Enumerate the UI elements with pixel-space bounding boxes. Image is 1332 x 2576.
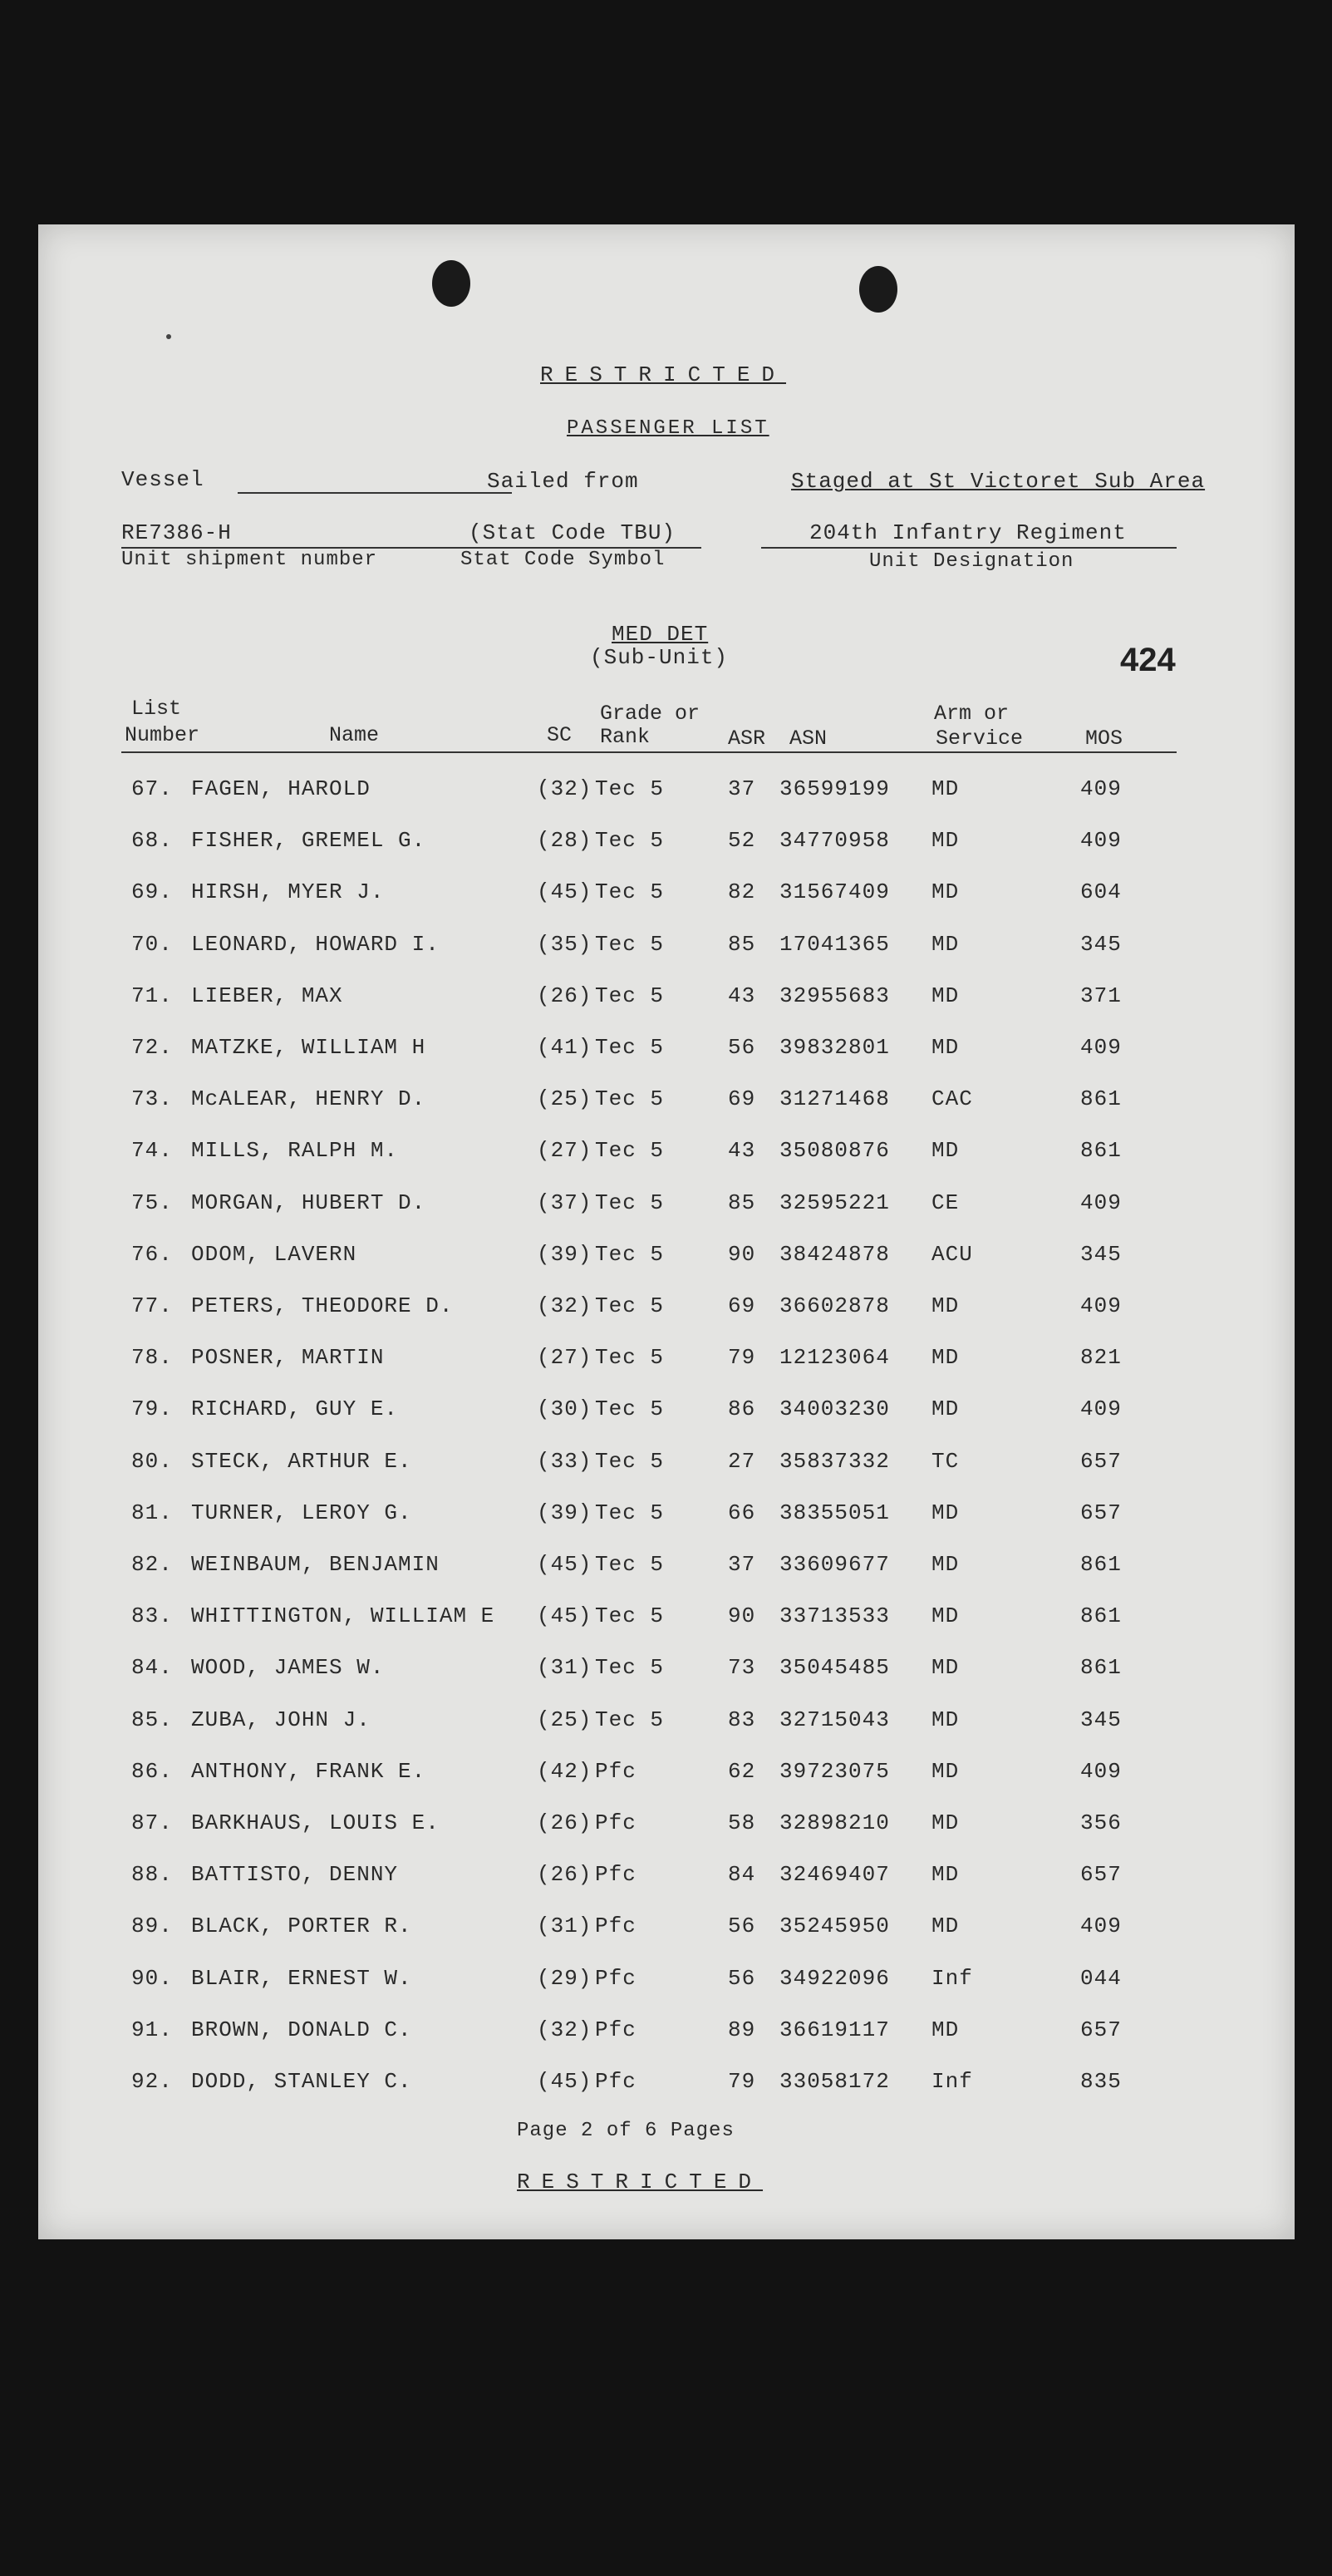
row-asr: 85 bbox=[728, 931, 756, 957]
document-title: PASSENGER LIST bbox=[567, 417, 769, 440]
table-row bbox=[38, 1862, 1295, 1895]
row-grade: Pfc bbox=[595, 1965, 637, 1991]
table-row bbox=[38, 1138, 1295, 1171]
stat-code: (Stat Code TBU) bbox=[469, 520, 676, 545]
row-mos: 409 bbox=[1080, 1914, 1122, 1939]
row-asr: 27 bbox=[728, 1448, 756, 1474]
row-name: WEINBAUM, BENJAMIN bbox=[191, 1552, 440, 1577]
row-asn: 38424878 bbox=[779, 1241, 890, 1267]
row-mos: 821 bbox=[1080, 1345, 1122, 1371]
row-name: BLAIR, ERNEST W. bbox=[191, 1965, 412, 1991]
row-arm: MD bbox=[931, 1500, 960, 1525]
paper-mark bbox=[166, 334, 171, 339]
row-arm: TC bbox=[931, 1448, 960, 1474]
row-mos: 356 bbox=[1080, 1810, 1122, 1835]
row-asr: 58 bbox=[728, 1810, 756, 1835]
row-asr: 89 bbox=[728, 2017, 756, 2042]
row-list-number: 82. bbox=[131, 1552, 173, 1577]
row-asr: 62 bbox=[728, 1758, 756, 1784]
vessel-label: Vessel bbox=[121, 467, 204, 492]
row-asn: 12123064 bbox=[779, 1345, 890, 1371]
row-name: POSNER, MARTIN bbox=[191, 1345, 385, 1371]
row-arm: MD bbox=[931, 1396, 960, 1422]
row-name: PETERS, THEODORE D. bbox=[191, 1293, 454, 1318]
row-asn: 31567409 bbox=[779, 879, 890, 905]
row-asn: 34770958 bbox=[779, 828, 890, 854]
row-arm: MD bbox=[931, 1293, 960, 1318]
row-grade: Tec 5 bbox=[595, 1293, 665, 1318]
punch-hole-right bbox=[859, 266, 897, 313]
row-name: MORGAN, HUBERT D. bbox=[191, 1189, 426, 1215]
row-sc: (37) bbox=[537, 1189, 592, 1215]
row-asr: 69 bbox=[728, 1293, 756, 1318]
row-asn: 36619117 bbox=[779, 2017, 890, 2042]
row-asr: 86 bbox=[728, 1396, 756, 1422]
row-list-number: 70. bbox=[131, 931, 173, 957]
row-asr: 83 bbox=[728, 1707, 756, 1732]
row-arm: MD bbox=[931, 1758, 960, 1784]
table-row bbox=[38, 1086, 1295, 1120]
row-grade: Tec 5 bbox=[595, 931, 665, 957]
row-grade: Tec 5 bbox=[595, 1189, 665, 1215]
row-arm: MD bbox=[931, 983, 960, 1008]
row-asn: 35245950 bbox=[779, 1914, 890, 1939]
row-grade: Tec 5 bbox=[595, 879, 665, 905]
table-row bbox=[38, 1500, 1295, 1534]
col-asr: ASR bbox=[728, 727, 766, 751]
row-arm: Inf bbox=[931, 1965, 973, 1991]
row-arm: MD bbox=[931, 1810, 960, 1835]
row-grade: Pfc bbox=[595, 1810, 637, 1835]
row-sc: (32) bbox=[537, 776, 592, 801]
table-row bbox=[38, 1293, 1295, 1327]
row-arm: MD bbox=[931, 828, 960, 854]
table-row bbox=[38, 1655, 1295, 1688]
row-mos: 861 bbox=[1080, 1603, 1122, 1629]
staged-text: Staged at St Victoret Sub Area bbox=[791, 469, 1206, 494]
row-grade: Tec 5 bbox=[595, 1138, 665, 1164]
table-row bbox=[38, 2017, 1295, 2051]
row-mos: 657 bbox=[1080, 1448, 1122, 1474]
row-asr: 69 bbox=[728, 1086, 756, 1112]
table-row bbox=[38, 932, 1295, 965]
row-arm: MD bbox=[931, 1603, 960, 1629]
row-grade: Pfc bbox=[595, 2017, 637, 2042]
section-title: MED DET bbox=[612, 622, 709, 647]
row-grade: Tec 5 bbox=[595, 1035, 665, 1060]
row-asn: 32595221 bbox=[779, 1189, 890, 1215]
row-mos: 345 bbox=[1080, 1707, 1122, 1732]
row-grade: Pfc bbox=[595, 2069, 637, 2094]
row-list-number: 86. bbox=[131, 1758, 173, 1784]
row-mos: 604 bbox=[1080, 879, 1122, 905]
row-asr: 37 bbox=[728, 776, 756, 801]
row-list-number: 85. bbox=[131, 1707, 173, 1732]
shipment-label: Unit shipment number bbox=[121, 549, 378, 571]
footer-restricted: RESTRICTED bbox=[517, 2170, 764, 2194]
table-row bbox=[38, 1552, 1295, 1585]
row-asr: 52 bbox=[728, 828, 756, 854]
row-grade: Tec 5 bbox=[595, 1655, 665, 1681]
row-sc: (25) bbox=[537, 1707, 592, 1732]
row-asn: 35837332 bbox=[779, 1448, 890, 1474]
row-asr: 79 bbox=[728, 2069, 756, 2094]
unit-designation: 204th Infantry Regiment bbox=[809, 520, 1127, 545]
row-arm: MD bbox=[931, 1138, 960, 1164]
table-row bbox=[38, 1396, 1295, 1430]
row-grade: Tec 5 bbox=[595, 983, 665, 1008]
row-list-number: 76. bbox=[131, 1241, 173, 1267]
row-mos: 861 bbox=[1080, 1138, 1122, 1164]
row-mos: 657 bbox=[1080, 1500, 1122, 1525]
row-asn: 34922096 bbox=[779, 1965, 890, 1991]
row-sc: (45) bbox=[537, 879, 592, 905]
sailed-text: Sailed from bbox=[487, 469, 639, 494]
row-asn: 32898210 bbox=[779, 1810, 890, 1835]
row-name: FISHER, GREMEL G. bbox=[191, 828, 426, 854]
row-arm: CAC bbox=[931, 1086, 973, 1112]
row-grade: Tec 5 bbox=[595, 1086, 665, 1112]
unit-designation-line bbox=[761, 547, 1177, 549]
row-mos: 409 bbox=[1080, 776, 1122, 801]
row-asr: 56 bbox=[728, 1914, 756, 1939]
row-mos: 657 bbox=[1080, 2017, 1122, 2042]
row-arm: MD bbox=[931, 776, 960, 801]
shipment-number: RE7386-H bbox=[121, 520, 232, 545]
row-asn: 32469407 bbox=[779, 1862, 890, 1888]
table-row bbox=[38, 2069, 1295, 2102]
row-grade: Tec 5 bbox=[595, 1500, 665, 1525]
row-name: BARKHAUS, LOUIS E. bbox=[191, 1810, 440, 1835]
row-sc: (42) bbox=[537, 1758, 592, 1784]
row-grade: Pfc bbox=[595, 1758, 637, 1784]
row-asr: 85 bbox=[728, 1189, 756, 1215]
unit-designation-label: Unit Designation bbox=[869, 550, 1074, 573]
row-sc: (27) bbox=[537, 1345, 592, 1371]
row-name: DODD, STANLEY C. bbox=[191, 2069, 412, 2094]
row-list-number: 71. bbox=[131, 983, 173, 1008]
col-grade-1: Grade or bbox=[600, 702, 700, 726]
row-mos: 861 bbox=[1080, 1552, 1122, 1577]
col-asn: ASN bbox=[789, 727, 828, 751]
row-list-number: 72. bbox=[131, 1035, 173, 1060]
row-name: FAGEN, HAROLD bbox=[191, 776, 371, 801]
row-arm: MD bbox=[931, 1345, 960, 1371]
row-list-number: 67. bbox=[131, 776, 173, 801]
row-name: BLACK, PORTER R. bbox=[191, 1914, 412, 1939]
row-grade: Tec 5 bbox=[595, 1345, 665, 1371]
row-asn: 34003230 bbox=[779, 1396, 890, 1422]
row-arm: Inf bbox=[931, 2069, 973, 2094]
row-list-number: 73. bbox=[131, 1086, 173, 1112]
table-row bbox=[38, 983, 1295, 1017]
col-mos: MOS bbox=[1085, 727, 1123, 751]
row-asn: 35045485 bbox=[779, 1655, 890, 1681]
row-list-number: 84. bbox=[131, 1655, 173, 1681]
table-row bbox=[38, 1603, 1295, 1637]
row-sc: (32) bbox=[537, 1293, 592, 1318]
header-restricted: RESTRICTED bbox=[540, 362, 787, 387]
row-name: RICHARD, GUY E. bbox=[191, 1396, 399, 1422]
stat-code-label: Stat Code Symbol bbox=[460, 549, 666, 571]
row-mos: 409 bbox=[1080, 1189, 1122, 1215]
header-underline bbox=[121, 751, 1177, 753]
row-sc: (25) bbox=[537, 1086, 592, 1112]
row-name: MATZKE, WILLIAM H bbox=[191, 1035, 426, 1060]
row-arm: CE bbox=[931, 1189, 960, 1215]
row-name: TURNER, LEROY G. bbox=[191, 1500, 412, 1525]
row-sc: (30) bbox=[537, 1396, 592, 1422]
row-arm: MD bbox=[931, 2017, 960, 2042]
row-asr: 73 bbox=[728, 1655, 756, 1681]
table-row bbox=[38, 1914, 1295, 1947]
row-name: ANTHONY, FRANK E. bbox=[191, 1758, 426, 1784]
row-mos: 044 bbox=[1080, 1965, 1122, 1991]
row-arm: MD bbox=[931, 1552, 960, 1577]
row-asn: 33058172 bbox=[779, 2069, 890, 2094]
row-list-number: 88. bbox=[131, 1862, 173, 1888]
table-row bbox=[38, 1190, 1295, 1224]
row-name: WOOD, JAMES W. bbox=[191, 1655, 385, 1681]
row-asr: 56 bbox=[728, 1035, 756, 1060]
row-asr: 43 bbox=[728, 1138, 756, 1164]
row-asr: 56 bbox=[728, 1965, 756, 1991]
row-list-number: 80. bbox=[131, 1448, 173, 1474]
row-arm: MD bbox=[931, 1035, 960, 1060]
row-list-number: 74. bbox=[131, 1138, 173, 1164]
row-asn: 39723075 bbox=[779, 1758, 890, 1784]
col-arm-2: Service bbox=[936, 727, 1024, 751]
row-arm: MD bbox=[931, 1862, 960, 1888]
col-list-number-2: Number bbox=[125, 723, 200, 747]
row-list-number: 81. bbox=[131, 1500, 173, 1525]
row-asr: 84 bbox=[728, 1862, 756, 1888]
row-mos: 409 bbox=[1080, 1396, 1122, 1422]
row-mos: 409 bbox=[1080, 828, 1122, 854]
row-arm: MD bbox=[931, 931, 960, 957]
row-sc: (31) bbox=[537, 1655, 592, 1681]
table-row bbox=[38, 1966, 1295, 1999]
row-asn: 33609677 bbox=[779, 1552, 890, 1577]
row-grade: Tec 5 bbox=[595, 1241, 665, 1267]
row-name: STECK, ARTHUR E. bbox=[191, 1448, 412, 1474]
row-asr: 90 bbox=[728, 1603, 756, 1629]
row-mos: 345 bbox=[1080, 931, 1122, 957]
row-asr: 82 bbox=[728, 879, 756, 905]
footer-page-number: Page 2 of 6 Pages bbox=[517, 2120, 735, 2142]
row-asr: 66 bbox=[728, 1500, 756, 1525]
row-sc: (28) bbox=[537, 828, 592, 854]
row-name: BROWN, DONALD C. bbox=[191, 2017, 412, 2042]
row-name: LEONARD, HOWARD I. bbox=[191, 931, 440, 957]
row-arm: MD bbox=[931, 879, 960, 905]
row-arm: ACU bbox=[931, 1241, 973, 1267]
row-asr: 79 bbox=[728, 1345, 756, 1371]
row-grade: Tec 5 bbox=[595, 1707, 665, 1732]
table-row bbox=[38, 1759, 1295, 1792]
row-sc: (41) bbox=[537, 1035, 592, 1060]
page-stamp-number: 424 bbox=[1120, 642, 1176, 678]
row-asr: 43 bbox=[728, 983, 756, 1008]
row-asr: 90 bbox=[728, 1241, 756, 1267]
row-asn: 36599199 bbox=[779, 776, 890, 801]
punch-hole-left bbox=[432, 260, 470, 307]
row-grade: Tec 5 bbox=[595, 1448, 665, 1474]
row-arm: MD bbox=[931, 1707, 960, 1732]
row-grade: Tec 5 bbox=[595, 1396, 665, 1422]
row-list-number: 89. bbox=[131, 1914, 173, 1939]
row-grade: Tec 5 bbox=[595, 1603, 665, 1629]
table-row bbox=[38, 1035, 1295, 1068]
row-name: McALEAR, HENRY D. bbox=[191, 1086, 426, 1112]
row-arm: MD bbox=[931, 1655, 960, 1681]
row-name: MILLS, RALPH M. bbox=[191, 1138, 399, 1164]
row-asn: 32715043 bbox=[779, 1707, 890, 1732]
table-row bbox=[38, 1707, 1295, 1741]
table-row bbox=[38, 879, 1295, 913]
row-name: BATTISTO, DENNY bbox=[191, 1862, 399, 1888]
row-asn: 38355051 bbox=[779, 1500, 890, 1525]
row-sc: (32) bbox=[537, 2017, 592, 2042]
col-grade-2: Rank bbox=[600, 725, 651, 749]
row-list-number: 79. bbox=[131, 1396, 173, 1422]
document-page bbox=[38, 224, 1295, 2239]
row-asn: 36602878 bbox=[779, 1293, 890, 1318]
col-sc: SC bbox=[547, 723, 573, 747]
row-name: WHITTINGTON, WILLIAM E bbox=[191, 1603, 495, 1629]
row-mos: 657 bbox=[1080, 1862, 1122, 1888]
row-asn: 39832801 bbox=[779, 1035, 890, 1060]
table-row bbox=[38, 828, 1295, 861]
row-sc: (31) bbox=[537, 1914, 592, 1939]
row-sc: (29) bbox=[537, 1965, 592, 1991]
row-sc: (45) bbox=[537, 1603, 592, 1629]
row-asn: 31271468 bbox=[779, 1086, 890, 1112]
col-arm-1: Arm or bbox=[934, 702, 1010, 726]
row-sc: (39) bbox=[537, 1500, 592, 1525]
row-sc: (45) bbox=[537, 2069, 592, 2094]
row-list-number: 87. bbox=[131, 1810, 173, 1835]
row-asn: 17041365 bbox=[779, 931, 890, 957]
row-list-number: 78. bbox=[131, 1345, 173, 1371]
col-name: Name bbox=[329, 723, 380, 747]
row-list-number: 69. bbox=[131, 879, 173, 905]
row-grade: Tec 5 bbox=[595, 1552, 665, 1577]
row-name: ZUBA, JOHN J. bbox=[191, 1707, 371, 1732]
row-mos: 861 bbox=[1080, 1086, 1122, 1112]
section-subtitle: (Sub-Unit) bbox=[590, 645, 729, 670]
row-list-number: 91. bbox=[131, 2017, 173, 2042]
col-list-number-1: List bbox=[131, 697, 182, 721]
row-asr: 37 bbox=[728, 1552, 756, 1577]
table-row bbox=[38, 776, 1295, 810]
row-sc: (26) bbox=[537, 1810, 592, 1835]
table-row bbox=[38, 1810, 1295, 1844]
row-mos: 861 bbox=[1080, 1655, 1122, 1681]
row-mos: 345 bbox=[1080, 1241, 1122, 1267]
row-list-number: 90. bbox=[131, 1965, 173, 1991]
row-sc: (33) bbox=[537, 1448, 592, 1474]
row-mos: 409 bbox=[1080, 1758, 1122, 1784]
row-mos: 371 bbox=[1080, 983, 1122, 1008]
row-mos: 409 bbox=[1080, 1293, 1122, 1318]
table-row bbox=[38, 1345, 1295, 1378]
vessel-line bbox=[238, 492, 512, 494]
row-mos: 835 bbox=[1080, 2069, 1122, 2094]
row-name: HIRSH, MYER J. bbox=[191, 879, 385, 905]
row-list-number: 92. bbox=[131, 2069, 173, 2094]
row-sc: (39) bbox=[537, 1241, 592, 1267]
row-grade: Pfc bbox=[595, 1862, 637, 1888]
row-list-number: 83. bbox=[131, 1603, 173, 1629]
row-name: ODOM, LAVERN bbox=[191, 1241, 357, 1267]
row-sc: (26) bbox=[537, 1862, 592, 1888]
table-row bbox=[38, 1242, 1295, 1275]
row-asn: 33713533 bbox=[779, 1603, 890, 1629]
row-sc: (26) bbox=[537, 983, 592, 1008]
row-name: LIEBER, MAX bbox=[191, 983, 343, 1008]
row-sc: (35) bbox=[537, 931, 592, 957]
row-sc: (27) bbox=[537, 1138, 592, 1164]
row-arm: MD bbox=[931, 1914, 960, 1939]
row-grade: Tec 5 bbox=[595, 776, 665, 801]
row-grade: Pfc bbox=[595, 1914, 637, 1939]
table-row bbox=[38, 1449, 1295, 1482]
row-grade: Tec 5 bbox=[595, 828, 665, 854]
row-asn: 35080876 bbox=[779, 1138, 890, 1164]
row-list-number: 68. bbox=[131, 828, 173, 854]
row-sc: (45) bbox=[537, 1552, 592, 1577]
row-list-number: 77. bbox=[131, 1293, 173, 1318]
row-asn: 32955683 bbox=[779, 983, 890, 1008]
row-list-number: 75. bbox=[131, 1189, 173, 1215]
row-mos: 409 bbox=[1080, 1035, 1122, 1060]
